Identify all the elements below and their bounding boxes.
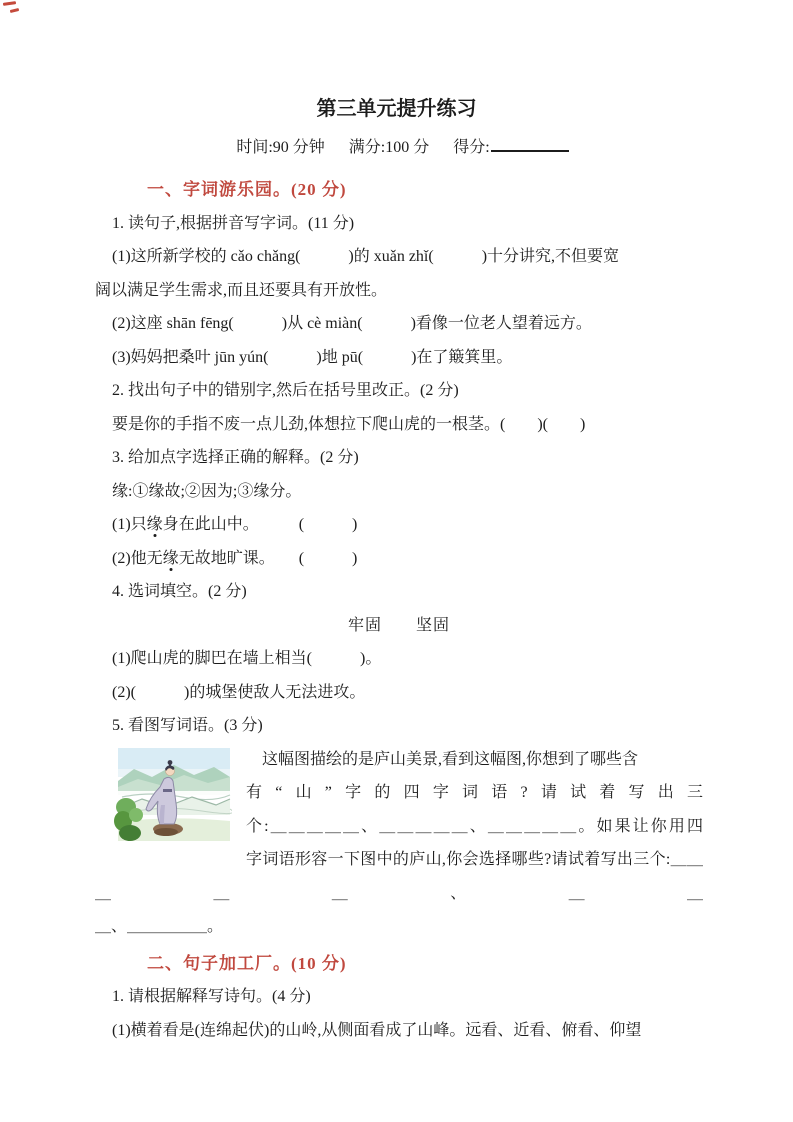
q3-item-2-answer-paren: ( ) xyxy=(266,549,358,567)
score-label: 得分: xyxy=(453,139,490,156)
q5-text-line-1: 这幅图描绘的是庐山美景,看到这幅图,你想到了哪些含 xyxy=(262,750,639,768)
q4-word-options: 牢固 坚固 xyxy=(347,616,450,634)
q2-stem: 2. 找出句子中的错别字,然后在括号里改正。(2 分) xyxy=(112,382,459,399)
score-blank-line xyxy=(491,134,569,152)
paper-body xyxy=(0,173,793,1047)
q3-stem: 3. 给加点字选择正确的解释。(2 分) xyxy=(112,449,359,466)
q5-text-line-4: 字词语形容一下图中的庐山,你会选择哪些?请试着写出三个:＿＿＿＿＿、＿＿ xyxy=(95,851,703,902)
s2-q1-stem: 1. 请根据解释写诗句。(4 分) xyxy=(112,988,311,1005)
q2-sentence: 要是你的手指不废一点儿劲,体想拉下爬山虎的一根茎。( )( ) xyxy=(112,415,586,433)
q3-item-1-dotted-char: 缘 xyxy=(146,516,163,533)
q5-text-line-3: 个:＿＿＿＿＿、＿＿＿＿＿、＿＿＿＿＿。如果让你用四 xyxy=(246,817,703,835)
q3-item-2-dotted-char: 缘 xyxy=(162,549,179,567)
q3-item-1-post: 身在此山中。 xyxy=(162,516,251,533)
q3-item-2-post: 无故地旷课。 xyxy=(178,549,267,567)
q3-item-1 xyxy=(95,508,703,542)
s2-q1-item-1: (1)横着看是(连绵起伏)的山岭,从侧面看成了山峰。远看、近看、俯看、仰望 xyxy=(112,1021,642,1039)
red-corner-mark xyxy=(10,8,19,13)
section-2-heading: 二、句子加工厂。(10 分) xyxy=(147,953,347,973)
q5-picture-paragraph xyxy=(95,743,703,944)
q3-item-1-answer-paren: ( ) xyxy=(250,516,358,533)
lushan-illustration xyxy=(112,745,232,844)
q3-item-1-pre: (1)只 xyxy=(112,516,147,533)
q3-item-2-pre: (2)他无 xyxy=(112,549,163,567)
red-corner-mark xyxy=(3,1,16,6)
q1-item-1-continued: 阔以满足学生需求,而且还要具有开放性。 xyxy=(95,281,388,299)
q5-text-line-5: ＿、＿＿＿＿＿。 xyxy=(95,918,224,935)
page-title: 第三单元提升练习 xyxy=(316,98,477,120)
q1-item-3: (3)妈妈把桑叶 jūn yún( )地 pū( )在了簸箕里。 xyxy=(112,348,513,366)
exam-meta-line xyxy=(0,134,793,160)
q1-item-1: (1)这所新学校的 cǎo chǎng( )的 xuǎn zhǐ( )十分讲究,不但要宽 xyxy=(112,248,620,265)
q3-item-2 xyxy=(95,542,703,576)
q5-stem: 5. 看图写词语。(3 分) xyxy=(112,717,263,734)
section-1-heading: 一、字词游乐园。(20 分) xyxy=(147,180,347,199)
full-score-label: 满分:100 分 xyxy=(348,139,430,156)
q3-gloss: 缘:①缘故;②因为;③缘分。 xyxy=(112,482,302,500)
q1-item-2: (2)这座 shān fēng( )从 cè miàn( )看像一位老人望着远方。 xyxy=(112,315,592,332)
lushan-illustration-svg xyxy=(112,745,232,844)
q5-text-line-2: 有“山”字的四字词语?请试着写出三 xyxy=(246,784,703,801)
q4-stem: 4. 选词填空。(2 分) xyxy=(112,583,247,600)
q4-item-1: (1)爬山虎的脚巴在墙上相当( )。 xyxy=(112,650,382,667)
time-label: 时间:90 分钟 xyxy=(236,139,325,156)
q1-stem: 1. 读句子,根据拼音写字词。(11 分) xyxy=(112,214,355,232)
q4-item-2: (2)( )的城堡使敌人无法进攻。 xyxy=(112,683,366,701)
